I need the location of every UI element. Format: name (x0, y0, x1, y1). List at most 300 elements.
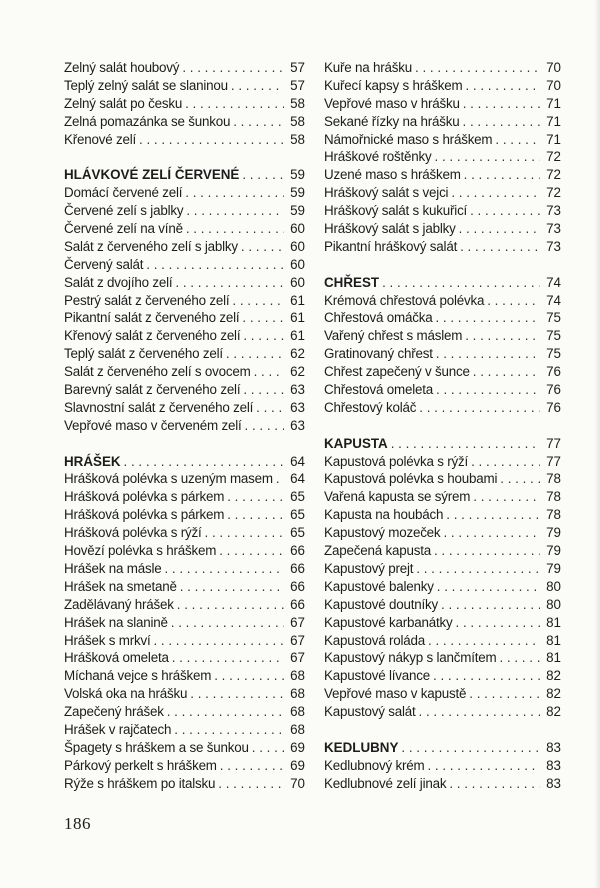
toc-entry (64, 399, 305, 417)
page-reference: 73 (546, 221, 561, 237)
toc-entry (324, 470, 561, 488)
toc-entry (64, 542, 305, 560)
dot-leader (382, 274, 540, 292)
recipe-name: Kapusta na houbách (324, 507, 444, 523)
toc-entry (324, 327, 561, 345)
toc-entry (64, 274, 305, 292)
recipe-name: Kapustová polévka s rýží (324, 453, 469, 469)
toc-entry (64, 506, 305, 524)
dot-leader (164, 560, 284, 578)
page-reference: 76 (546, 382, 561, 398)
dot-leader (437, 578, 540, 596)
recipe-name: Kapustová roláda (324, 632, 426, 648)
toc-entry (324, 220, 561, 238)
page-reference: 62 (290, 346, 305, 362)
dot-leader (456, 614, 540, 632)
dot-leader (446, 506, 540, 524)
page-reference: 83 (546, 775, 561, 791)
recipe-name: Chřestová omeleta (324, 382, 433, 398)
page-reference: 60 (290, 274, 305, 290)
recipe-name: Hrášková polévka s uzeným masem (64, 471, 273, 487)
toc-entry (324, 59, 561, 77)
dot-leader (495, 131, 540, 149)
toc-entry (64, 488, 305, 506)
toc-entry (64, 417, 305, 435)
page-reference: 61 (290, 292, 305, 308)
dot-leader (171, 614, 284, 632)
dot-leader (124, 453, 284, 471)
page-reference: 79 (546, 560, 561, 576)
dot-leader (463, 95, 540, 113)
toc-entry (64, 757, 305, 775)
toc-entry (64, 775, 305, 793)
page-reference: 61 (290, 310, 305, 326)
toc-entry (324, 184, 561, 202)
toc-right-column (324, 59, 561, 793)
recipe-name: Hráškový salát s jablky (324, 221, 456, 237)
page-reference: 73 (546, 203, 561, 219)
page-reference: 78 (546, 507, 561, 523)
page-reference: 58 (290, 131, 305, 147)
page-reference: 60 (290, 221, 305, 237)
toc-entry (64, 649, 305, 667)
page-reference: 60 (290, 238, 305, 254)
toc-entry (64, 470, 305, 488)
page-reference: 67 (290, 614, 305, 630)
toc-entry (324, 542, 561, 560)
dot-leader (153, 632, 284, 650)
toc-entry (324, 363, 561, 381)
recipe-name: Hrášek s mrkví (64, 632, 151, 648)
page-reference: 68 (290, 686, 305, 702)
toc-entry (64, 292, 305, 310)
page-reference: 71 (546, 113, 561, 129)
dot-leader (232, 292, 284, 310)
recipe-name: Pestrý salát z červeného zelí (64, 292, 230, 308)
page-reference: 74 (546, 292, 561, 308)
toc-entry (64, 667, 305, 685)
dot-leader (443, 524, 540, 542)
recipe-name: Vařený chřest s máslem (324, 328, 463, 344)
page-reference: 58 (290, 113, 305, 129)
recipe-name: Kapustový prejt (324, 560, 414, 576)
dot-leader (172, 649, 284, 667)
dot-leader (243, 327, 284, 345)
dot-leader (231, 77, 284, 95)
recipe-name: Hrášková polévka s rýží (64, 525, 202, 541)
page-reference: 68 (290, 704, 305, 720)
dot-leader (434, 542, 540, 560)
toc-entry (324, 667, 561, 685)
recipe-name: Teplý salát z červeného zelí (64, 346, 223, 362)
recipe-name: Kapustové lívance (324, 668, 431, 684)
dot-leader (499, 649, 540, 667)
page-reference: 69 (290, 739, 305, 755)
toc-entry (324, 649, 561, 667)
toc-entry (324, 685, 561, 703)
page-reference: 72 (546, 185, 561, 201)
page-reference: 81 (546, 632, 561, 648)
page-reference: 64 (290, 453, 305, 469)
recipe-name: Zelná pomazánka se šunkou (64, 113, 231, 129)
toc-entry (324, 166, 561, 184)
dot-leader (451, 184, 540, 202)
recipe-name: Zelný salát houbový (64, 60, 180, 75)
page-reference: 78 (546, 489, 561, 505)
recipe-name: Chřest zapečený v šunce (324, 364, 470, 380)
toc-entry (64, 381, 305, 399)
recipe-name: Hrášek na slanině (64, 614, 168, 630)
page-reference: 76 (546, 364, 561, 380)
dot-leader (276, 470, 284, 488)
page-reference: 59 (290, 167, 305, 183)
dot-leader (252, 739, 284, 757)
toc-entry (64, 77, 305, 95)
recipe-name: Zelný salát po česku (64, 95, 183, 111)
page-reference: 63 (290, 382, 305, 398)
dot-leader (428, 632, 540, 650)
recipe-name: Zadělávaný hrášek (64, 596, 174, 612)
dot-leader (241, 238, 284, 256)
section-gap (324, 417, 561, 435)
recipe-name: Hrášková polévka s párkem (64, 507, 225, 523)
page-reference: 57 (290, 77, 305, 93)
dot-leader (227, 506, 284, 524)
recipe-name: Kapustový salát (324, 704, 416, 720)
toc-entry (64, 578, 305, 596)
page-reference: 67 (290, 632, 305, 648)
toc-entry (64, 721, 305, 739)
recipe-name: Míchaná vejce s hráškem (64, 668, 212, 684)
page-reference: 70 (546, 60, 561, 75)
dot-leader (174, 721, 284, 739)
page-reference: 77 (546, 435, 561, 451)
toc-entry (64, 256, 305, 274)
page-reference: 70 (290, 775, 305, 791)
section-heading (324, 739, 561, 757)
toc-entry (64, 632, 305, 650)
toc-entry (324, 775, 561, 793)
dot-leader (427, 757, 540, 775)
recipe-name: Hrášek na smetaně (64, 578, 177, 594)
section-heading (64, 166, 305, 184)
recipe-name: Červené zelí na víně (64, 221, 183, 237)
toc-entry (64, 238, 305, 256)
section-title: HRÁŠEK (64, 453, 121, 469)
dot-leader (186, 202, 284, 220)
toc-entry (64, 113, 305, 131)
dot-leader (226, 345, 284, 363)
section-title: HLÁVKOVÉ ZELÍ ČERVENÉ (64, 167, 240, 183)
page-reference: 79 (546, 525, 561, 541)
recipe-name: Hrášková omeleta (64, 650, 169, 666)
page-reference: 66 (290, 578, 305, 594)
recipe-name: Zapečená kapusta (324, 543, 431, 559)
toc-entry (324, 95, 561, 113)
dot-leader (175, 274, 284, 292)
page-reference: 72 (546, 167, 561, 183)
toc-entry (324, 113, 561, 131)
dot-leader (436, 345, 540, 363)
toc-entry (324, 703, 561, 721)
page-reference: 65 (290, 525, 305, 541)
dot-leader (465, 327, 540, 345)
recipe-name: Hrášková polévka s párkem (64, 489, 225, 505)
recipe-name: Slavnostní salát z červeného zelí (64, 399, 254, 415)
toc-entry (64, 596, 305, 614)
page-reference: 80 (546, 578, 561, 594)
recipe-name: Krémová chřestová polévka (324, 292, 485, 308)
dot-leader (219, 542, 284, 560)
dot-leader (459, 220, 540, 238)
page-reference: 82 (546, 668, 561, 684)
page-reference: 83 (546, 757, 561, 773)
page-reference: 69 (290, 757, 305, 773)
toc-entry (324, 524, 561, 542)
recipe-name: Volská oka na hrášku (64, 686, 188, 702)
recipe-name: Pikantní salát z červeného zelí (64, 310, 240, 326)
page-reference: 66 (290, 596, 305, 612)
recipe-name: Kapustové balenky (324, 578, 434, 594)
page-reference: 65 (290, 507, 305, 523)
recipe-name: Barevný salát z červeného zelí (64, 382, 241, 398)
recipe-name: Kuře na hrášku (324, 60, 413, 75)
toc-entry (324, 309, 561, 327)
toc-entry (64, 202, 305, 220)
section-gap (324, 256, 561, 274)
recipe-name: Párkový perkelt s hráškem (64, 757, 217, 773)
page-reference: 59 (290, 203, 305, 219)
section-heading (64, 453, 305, 471)
toc-entry (64, 363, 305, 381)
dot-leader (449, 775, 540, 793)
dot-leader (401, 739, 540, 757)
dot-leader (416, 560, 540, 578)
dot-leader (185, 95, 284, 113)
recipe-name: Kedlubnové zelí jinak (324, 775, 447, 791)
toc-entry (64, 524, 305, 542)
dot-leader (435, 309, 540, 327)
page-reference: 57 (290, 60, 305, 75)
page-reference: 75 (546, 328, 561, 344)
recipe-name: Chřestová omáčka (324, 310, 433, 326)
recipe-name: Hráškové roštěnky (324, 149, 432, 165)
dot-leader (460, 238, 540, 256)
toc-left-column (64, 59, 305, 793)
toc-entry (324, 453, 561, 471)
recipe-name: Vepřové maso v hrášku (324, 95, 460, 111)
dot-leader (469, 685, 540, 703)
dot-leader (436, 381, 540, 399)
dot-leader (441, 596, 540, 614)
recipe-name: Kapustové doutníky (324, 596, 439, 612)
recipe-name: Hrášek na másle (64, 560, 162, 576)
page-reference: 66 (290, 560, 305, 576)
toc-entry (64, 327, 305, 345)
toc-entry (324, 632, 561, 650)
toc-entry (64, 703, 305, 721)
recipe-name: Uzené maso s hráškem (324, 167, 461, 183)
page-reference: 78 (546, 471, 561, 487)
toc-entry (324, 757, 561, 775)
dot-leader (242, 166, 284, 184)
recipe-name: Rýže s hráškem po italsku (64, 775, 216, 791)
recipe-name: Kapustové karbanátky (324, 614, 453, 630)
toc-entry (324, 506, 561, 524)
toc-entry (324, 345, 561, 363)
page-reference: 82 (546, 686, 561, 702)
recipe-name: Domácí červené zelí (64, 185, 183, 201)
page-reference: 77 (546, 453, 561, 469)
dot-leader (473, 488, 540, 506)
page-reference: 67 (290, 650, 305, 666)
toc-entry (324, 560, 561, 578)
dot-leader (227, 488, 284, 506)
dot-leader (471, 453, 540, 471)
toc-entry (324, 202, 561, 220)
page-reference: 83 (546, 739, 561, 755)
recipe-name: Kuřecí kapsy s hráškem (324, 77, 463, 93)
section-gap (324, 721, 561, 739)
page-reference: 59 (290, 185, 305, 201)
dot-leader (186, 220, 284, 238)
dot-leader (233, 113, 284, 131)
page-reference: 61 (290, 328, 305, 344)
dot-leader (433, 667, 540, 685)
page-reference: 68 (290, 721, 305, 737)
dot-leader (245, 417, 285, 435)
dot-leader (146, 256, 284, 274)
dot-leader (419, 703, 540, 721)
toc-entry (324, 488, 561, 506)
section-title: KEDLUBNY (324, 739, 399, 755)
recipe-name: Vařená kapusta se sýrem (324, 489, 471, 505)
dot-leader (500, 470, 540, 488)
page-reference: 64 (290, 471, 305, 487)
toc-entry (324, 399, 561, 417)
recipe-name: Hrášek v rajčatech (64, 721, 172, 737)
toc-entry (324, 292, 561, 310)
toc-entry (64, 345, 305, 363)
recipe-name: Teplý zelný salát se slaninou (64, 77, 228, 93)
dot-leader (218, 775, 284, 793)
toc-entry (64, 614, 305, 632)
dot-leader (220, 757, 284, 775)
dot-leader (465, 77, 540, 95)
page-reference: 81 (546, 650, 561, 666)
dot-leader (415, 59, 540, 77)
page-edge-shadow (594, 0, 600, 888)
section-heading (324, 435, 561, 453)
dot-leader (487, 292, 540, 310)
page-reference: 82 (546, 704, 561, 720)
section-gap (64, 148, 305, 166)
dot-leader (391, 435, 540, 453)
recipe-name: Kedlubnový krém (324, 757, 425, 773)
dot-leader (256, 399, 284, 417)
dot-leader (177, 596, 284, 614)
recipe-name: Hráškový salát s kukuřicí (324, 203, 468, 219)
toc-entry (324, 381, 561, 399)
page-reference: 65 (290, 489, 305, 505)
recipe-name: Křenové zelí (64, 131, 137, 147)
page-reference: 79 (546, 543, 561, 559)
page-reference: 60 (290, 256, 305, 272)
toc-entry (324, 596, 561, 614)
dot-leader (182, 59, 284, 77)
dot-leader (473, 363, 540, 381)
recipe-name: Chřestový koláč (324, 399, 417, 415)
page-reference: 58 (290, 95, 305, 111)
dot-leader (470, 202, 540, 220)
toc-entry (324, 614, 561, 632)
dot-leader (243, 381, 284, 399)
recipe-name: Gratinovaný chřest (324, 346, 433, 362)
toc-entry (324, 77, 561, 95)
recipe-name: Křenový salát z červeného zelí (64, 328, 241, 344)
page-reference: 70 (546, 77, 561, 93)
toc-entry (64, 95, 305, 113)
toc-entry (64, 739, 305, 757)
toc-entry (64, 59, 305, 77)
dot-leader (463, 113, 540, 131)
recipe-name: Salát z dvojího zelí (64, 274, 173, 290)
toc-entry (64, 220, 305, 238)
toc-entry (324, 131, 561, 149)
recipe-name: Sekané řízky na hrášku (324, 113, 460, 129)
recipe-name: Salát z červeného zelí s jablky (64, 238, 238, 254)
dot-leader (435, 148, 541, 166)
toc-entry (64, 131, 305, 149)
page-reference: 75 (546, 346, 561, 362)
recipe-name: Červený salát (64, 256, 144, 272)
toc-entry (64, 685, 305, 703)
dot-leader (190, 685, 284, 703)
page-reference: 71 (546, 95, 561, 111)
recipe-name: Hovězí polévka s hráškem (64, 543, 217, 559)
toc-entry (64, 184, 305, 202)
recipe-name: Červené zelí s jablky (64, 203, 184, 219)
page-reference: 66 (290, 543, 305, 559)
section-heading (324, 274, 561, 292)
toc-entry (324, 238, 561, 256)
recipe-name: Námořnické maso s hráškem (324, 131, 493, 147)
dot-leader (139, 131, 284, 149)
section-gap (64, 435, 305, 453)
page-reference: 74 (546, 274, 561, 290)
toc-entry (64, 309, 305, 327)
page-reference: 63 (290, 399, 305, 415)
recipe-name: Salát z červeného zelí s ovocem (64, 364, 251, 380)
section-title: KAPUSTA (324, 435, 388, 451)
page-reference: 76 (546, 399, 561, 415)
dot-leader (180, 578, 284, 596)
dot-leader (419, 399, 540, 417)
toc-entry (324, 578, 561, 596)
recipe-name: Pikantní hráškový salát (324, 238, 458, 254)
page-reference: 68 (290, 668, 305, 684)
recipe-name: Vepřové maso v červeném zelí (64, 417, 242, 433)
toc-entry (64, 560, 305, 578)
dot-leader (185, 184, 284, 202)
dot-leader (254, 363, 284, 381)
page-reference: 75 (546, 310, 561, 326)
page-reference: 72 (546, 149, 561, 165)
recipe-name: Vepřové maso v kapustě (324, 686, 467, 702)
recipe-name: Kapustový nákyp s lančmítem (324, 650, 497, 666)
page-reference: 73 (546, 238, 561, 254)
dot-leader (205, 524, 284, 542)
